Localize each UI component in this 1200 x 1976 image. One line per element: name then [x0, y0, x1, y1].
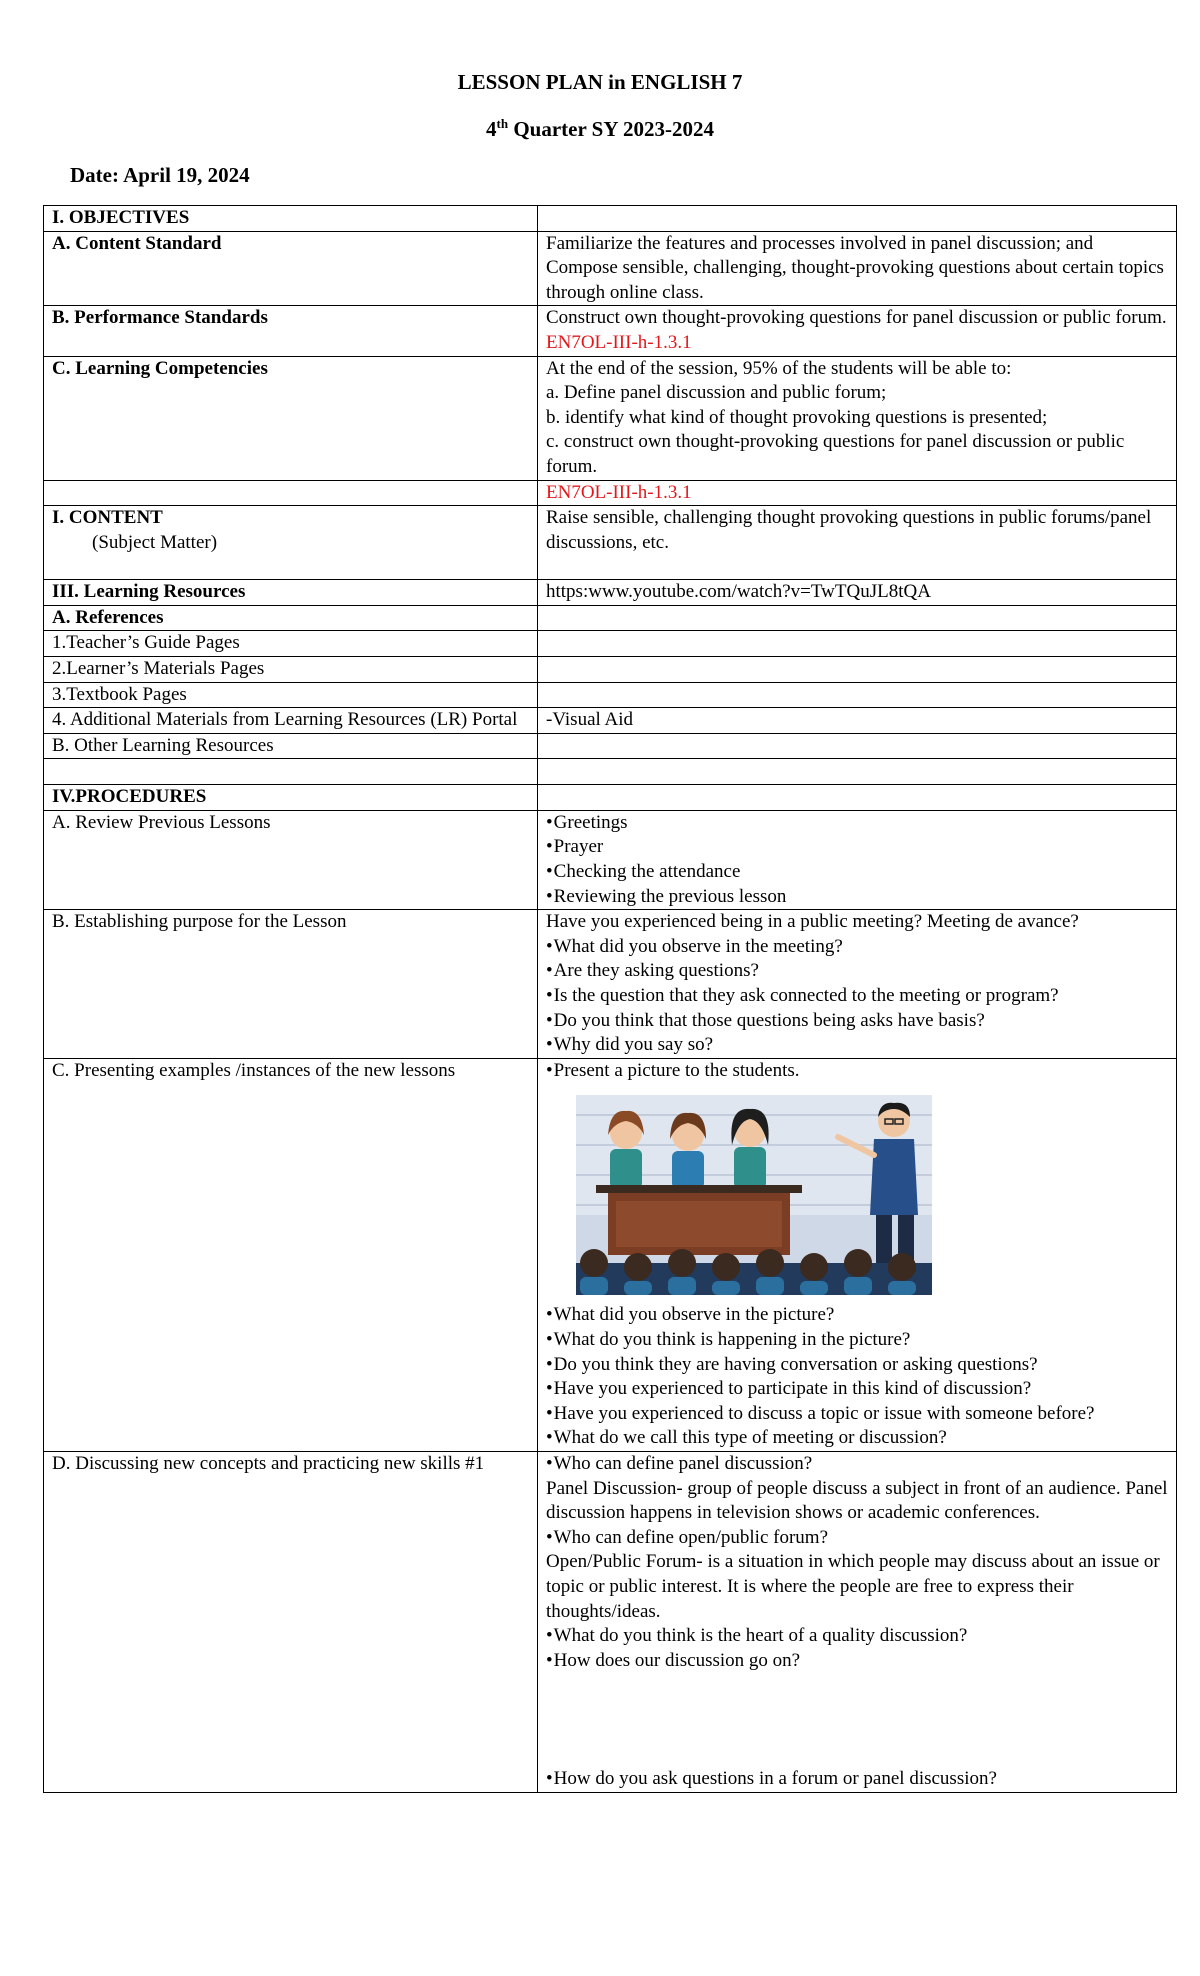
- panel-discussion-illustration: [576, 1095, 932, 1295]
- table-row: [44, 1451, 1177, 1792]
- competency-line: c. construct own thought-provoking questions for panel discussion or public forum.: [546, 431, 1125, 477]
- list-item: • Are they asking questions?: [546, 959, 1168, 984]
- table-row: [44, 759, 1177, 785]
- additional-materials-label: 4. Additional Materials from Learning Resources (LR) Portal: [44, 708, 538, 734]
- quarter-number: 4: [486, 117, 497, 141]
- quarter-heading: [0, 116, 1200, 142]
- resource-link: https:www.youtube.com/watch?v=TwTQuJL8tQA: [538, 580, 1177, 606]
- table-row: [44, 605, 1177, 631]
- list-item: • Do you think they are having conversation or asking questions?: [546, 1353, 1168, 1378]
- table-row: [44, 810, 1177, 909]
- objectives-heading: I. OBJECTIVES: [44, 206, 538, 232]
- empty-cell: [538, 733, 1177, 759]
- references-label: A. References: [44, 605, 538, 631]
- empty-cell: [538, 206, 1177, 232]
- establishing-purpose-cell: [538, 910, 1177, 1059]
- performance-standards-label: B. Performance Standards: [44, 306, 538, 356]
- table-row: [44, 631, 1177, 657]
- table-row: [44, 656, 1177, 682]
- table-row: [44, 910, 1177, 1059]
- empty-cell: [538, 759, 1177, 785]
- table-row: [44, 733, 1177, 759]
- empty-cell: [538, 682, 1177, 708]
- review-lessons-cell: [538, 810, 1177, 909]
- establishing-purpose-label: B. Establishing purpose for the Lesson: [44, 910, 538, 1059]
- textbook-pages-label: 3.Textbook Pages: [44, 682, 538, 708]
- discussing-concepts-label: D. Discussing new concepts and practicing new skills #1: [44, 1451, 538, 1792]
- procedures-heading: IV.PROCEDURES: [44, 785, 538, 811]
- presenting-examples-label: C. Presenting examples /instances of the new lessons: [44, 1058, 538, 1451]
- list-item: • What do you think is happening in the picture?: [546, 1328, 1168, 1353]
- content-text: Raise sensible, challenging thought provoking questions in public forums/panel discussions, etc.: [538, 506, 1177, 580]
- list-item: • Checking the attendance: [546, 860, 1168, 885]
- panel-discussion-definition: Panel Discussion- group of people discuss a subject in front of an audience. Panel discussion happens in television shows or academic conferences.: [546, 1477, 1168, 1524]
- content-label-cell: [44, 506, 538, 580]
- list-item: • Do you think that those questions being asks have basis?: [546, 1009, 1168, 1034]
- competencies-code: EN7OL-III-h-1.3.1: [538, 480, 1177, 506]
- review-lessons-label: A. Review Previous Lessons: [44, 810, 538, 909]
- competency-line: At the end of the session, 95% of the students will be able to:: [546, 357, 1012, 379]
- performance-code: EN7OL-III-h-1.3.1: [546, 331, 692, 353]
- empty-cell: [538, 656, 1177, 682]
- learners-materials-label: 2.Learner’s Materials Pages: [44, 656, 538, 682]
- lesson-plan-table: [43, 205, 1177, 1793]
- table-row: [44, 785, 1177, 811]
- teachers-guide-label: 1.Teacher’s Guide Pages: [44, 631, 538, 657]
- performance-standards-cell: [538, 306, 1177, 356]
- quarter-suffix: th: [496, 116, 509, 131]
- additional-materials-value: -Visual Aid: [538, 708, 1177, 734]
- list-item: • What do you think is the heart of a quality discussion?: [546, 1624, 1168, 1649]
- list-item: • Why did you say so?: [546, 1033, 1168, 1058]
- list-item: • Have you experienced to discuss a topic or issue with someone before?: [546, 1402, 1168, 1427]
- content-standard-text: Familiarize the features and processes involved in panel discussion; and Compose sensible, challenging, thought-provoking questions about certain topics through online class.: [538, 231, 1177, 306]
- blank-space: [546, 1673, 1168, 1767]
- list-item: • Greetings: [546, 811, 1168, 836]
- empty-cell: [44, 480, 538, 506]
- content-standard-label: A. Content Standard: [44, 231, 538, 306]
- lesson-date: Date: April 19, 2024: [70, 163, 250, 187]
- list-item: • How does our discussion go on?: [546, 1649, 1168, 1674]
- lesson-plan-title: LESSON PLAN in ENGLISH 7: [457, 70, 743, 94]
- learning-resources-heading: III. Learning Resources: [44, 580, 538, 606]
- list-item: • How do you ask questions in a forum or panel discussion?: [546, 1767, 1168, 1792]
- list-item: • Present a picture to the students.: [546, 1059, 1168, 1084]
- list-item: • Have you experienced to participate in this kind of discussion?: [546, 1377, 1168, 1402]
- empty-cell: [44, 759, 538, 785]
- performance-standards-text: Construct own thought-provoking questions for panel discussion or public forum.: [546, 307, 1167, 329]
- table-row: [44, 1058, 1177, 1451]
- competency-line: b. identify what kind of thought provoking questions is presented;: [546, 406, 1048, 428]
- empty-cell: [538, 605, 1177, 631]
- list-item: • What did you observe in the picture?: [546, 1303, 1168, 1328]
- table-row: [44, 206, 1177, 232]
- list-item: • What did you observe in the meeting?: [546, 935, 1168, 960]
- list-item: • What do we call this type of meeting or discussion?: [546, 1426, 1168, 1451]
- purpose-intro: Have you experienced being in a public meeting? Meeting de avance?: [546, 911, 1079, 933]
- content-heading: I. CONTENT: [52, 507, 163, 529]
- list-item: • Reviewing the previous lesson: [546, 885, 1168, 910]
- table-row: [44, 580, 1177, 606]
- table-row: [44, 506, 1177, 580]
- presenting-examples-cell: [538, 1058, 1177, 1451]
- table-row: [44, 480, 1177, 506]
- table-row: [44, 231, 1177, 306]
- list-item: • Who can define panel discussion?: [546, 1452, 1168, 1477]
- discussing-concepts-cell: [538, 1451, 1177, 1792]
- table-row: [44, 708, 1177, 734]
- empty-cell: [538, 631, 1177, 657]
- list-item: • Is the question that they ask connected to the meeting or program?: [546, 984, 1168, 1009]
- table-row: [44, 306, 1177, 356]
- list-item: • Who can define open/public forum?: [546, 1526, 1168, 1551]
- subject-matter-label: (Subject Matter): [92, 531, 218, 553]
- table-row: [44, 682, 1177, 708]
- other-resources-label: B. Other Learning Resources: [44, 733, 538, 759]
- table-row: [44, 356, 1177, 480]
- list-item: • Prayer: [546, 835, 1168, 860]
- competency-line: a. Define panel discussion and public forum;: [546, 382, 887, 404]
- quarter-text: Quarter SY 2023-2024: [508, 117, 714, 141]
- learning-competencies-cell: [538, 356, 1177, 480]
- learning-competencies-label: C. Learning Competencies: [44, 356, 538, 480]
- public-forum-definition: Open/Public Forum- is a situation in which people may discuss about an issue or topic or public interest. It is where the people are free to express their thoughts/ideas.: [546, 1551, 1160, 1622]
- empty-cell: [538, 785, 1177, 811]
